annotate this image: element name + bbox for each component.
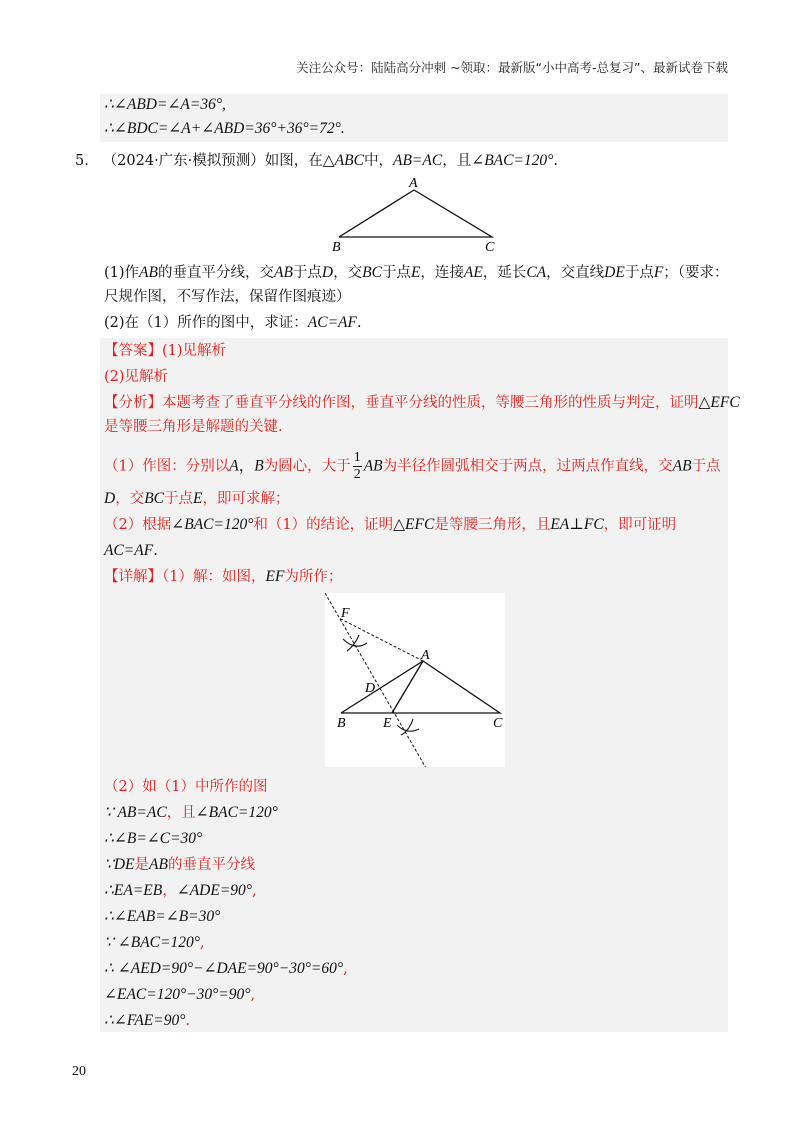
prev-line-1: ∴∠ABD=∠A=36°, (104, 96, 226, 113)
proof-line-5: ∴∠EAB=∠B=30° (104, 908, 221, 925)
triangle-figure (325, 172, 505, 254)
proof-line-3: ∵DE是AB的垂直平分线 (104, 856, 255, 873)
proof-intro: （2）如（1）中所作的图 (104, 779, 268, 795)
fig2-label-e: E (383, 716, 392, 731)
proof-line-1: ∵ AB=AC，且∠BAC=120° (104, 804, 278, 821)
fig1-label-c: C (485, 240, 495, 254)
analysis-step-2-line-2: AC=AF. (104, 542, 158, 559)
detail-heading: 【详解】（1）解：如图，EF为所作； (104, 568, 343, 585)
fig2-label-b: B (337, 716, 346, 731)
proof-line-8: ∠EAC=120°−30°=90°, (104, 986, 256, 1003)
construction-figure (325, 593, 505, 767)
page-header: 关注公众号：陆陆高分冲刺 ~领取：最新版“小中高考-总复习”、最新试卷下载 (296, 60, 728, 75)
proof-line-4: ∴EA=EB，∠ADE=90°, (104, 882, 257, 899)
question-1: (1)作AB的垂直平分线，交AB于点D，交BC于点E，连接AE，延长CA，交直线DE于点F；（要求： (104, 264, 729, 281)
proof-line-7: ∴ ∠AED=90°−∠DAE=90°−30°=60°, (104, 960, 348, 977)
fig1-label-a: A (409, 176, 418, 191)
analysis-line-1: 【分析】本题考查了垂直平分线的作图，垂直平分线的性质，等腰三角形的性质与判定，证明△EFC (104, 394, 740, 411)
answer-line-2: (2)见解析 (104, 369, 169, 385)
question-1-line-2: 尺规作图，不写作法，保留作图痕迹） (104, 289, 351, 305)
fig2-label-a: A (421, 648, 430, 663)
fraction-one-half: $\frac{1}{2}$ (353, 450, 361, 482)
question-2: (2)在（1）所作的图中，求证：AC=AF. (104, 314, 362, 331)
fig2-label-c: C (493, 716, 503, 731)
page-number: 20 (72, 1064, 86, 1079)
prev-line-2: ∴∠BDC=∠A+∠ABD=36°+36°=72°. (104, 120, 345, 137)
proof-line-9: ∴∠FAE=90°. (104, 1012, 191, 1029)
proof-line-2: ∴∠B=∠C=30° (104, 830, 203, 847)
analysis-line-2: 是等腰三角形是解题的关键. (104, 419, 283, 435)
fig2-label-d: D (365, 681, 376, 696)
problem-number: 5. (75, 153, 89, 169)
analysis-step-1: （1）作图：分别以A，B为圆心，大于 $\frac{1}{2}$ AB为半径作圆弧相交于两点，过两点作直线，交AB于点 (104, 450, 721, 482)
analysis-step-1-line-2: D，交BC于点E，即可求解； (104, 490, 290, 507)
analysis-step-2: （2）根据∠BAC=120°和（1）的结论，证明△EFC是等腰三角形，且EA⊥FC，即可证明 (104, 516, 677, 533)
proof-line-6: ∵ ∠BAC=120°, (104, 934, 205, 951)
fig2-label-f: F (341, 606, 350, 621)
answer-line-1: 【答案】(1)见解析 (104, 343, 227, 359)
fig1-label-b: B (332, 240, 341, 254)
problem-statement: 5. （2024·广东·模拟预测）如图，在△ABC中，AB=AC，且∠BAC=120°. (75, 152, 558, 169)
